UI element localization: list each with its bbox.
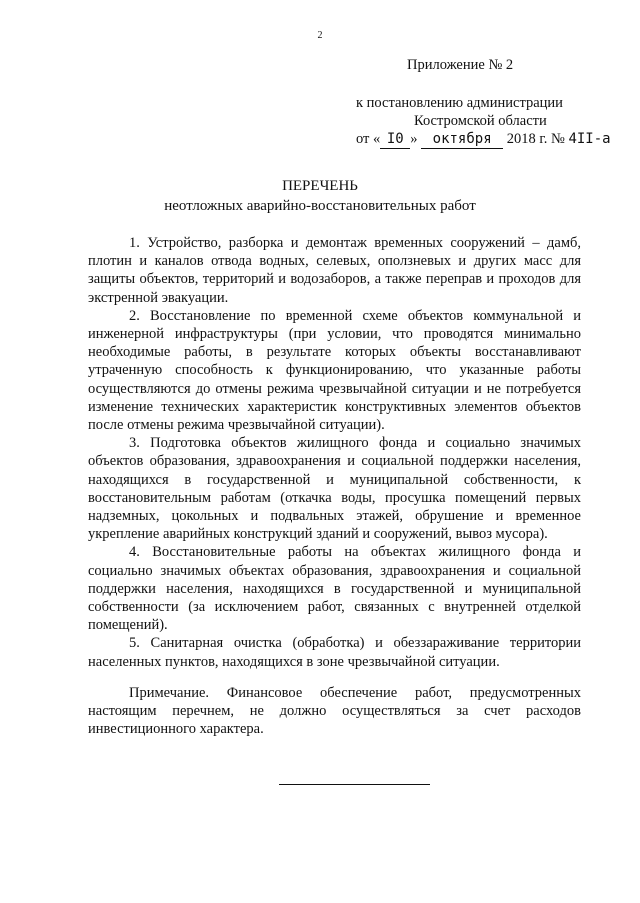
date-month: октября bbox=[421, 130, 503, 149]
appendix-block bbox=[300, 56, 611, 149]
heading-title: ПЕРЕЧЕНЬ bbox=[282, 178, 358, 194]
page-number: 2 bbox=[317, 30, 323, 41]
date-day: I0 bbox=[380, 130, 410, 149]
end-divider bbox=[279, 784, 430, 785]
note-block bbox=[88, 684, 581, 739]
list-item: 4. Восстановительные работы на объектах жилищного фонда и социально значимых объектах образования, здравоохранения и социальной поддержки населения, находящихся в государственной и муниципальной собственности (за исключением работ, связанных с внутренней отделкой помещений). bbox=[88, 544, 581, 634]
appendix-date-line bbox=[356, 130, 611, 149]
date-year: 2018 г. № bbox=[506, 131, 565, 147]
note-text: Примечание. Финансовое обеспечение работ, предусмотренных настоящим перечнем, не должно осуществляться за счет расходов инвестиционного характера. bbox=[88, 685, 581, 738]
appendix-line-1: к постановлению администрации bbox=[356, 95, 563, 111]
date-prefix: от « bbox=[356, 131, 381, 147]
list-item: 3. Подготовка объектов жилищного фонда и социально значимых объектов образования, здравоохранения и социальной поддержки населения, находящихся в государственной и муниципальной собственности, к восстановительным работам (откачка воды, просушка помещений первых надземных, цокольных и подвальных этажей, обрушение и временное укрепление аварийных конструкций зданий и сооружений, вывоз мусора). bbox=[88, 435, 581, 543]
date-close-quote: » bbox=[410, 131, 418, 147]
list-item: 5. Санитарная очистка (обработка) и обеззараживание территории населенных пунктов, находящихся в зоне чрезвычайной ситуации. bbox=[88, 635, 581, 670]
document-number: 4II-а bbox=[568, 131, 611, 147]
appendix-title: Приложение № 2 bbox=[407, 57, 514, 73]
works-list bbox=[88, 234, 581, 671]
document-heading bbox=[0, 176, 640, 216]
heading-subtitle: неотложных аварийно-восстановительных работ bbox=[164, 198, 476, 214]
list-item: 2. Восстановление по временной схеме объектов коммунальной и инженерной инфраструктуры (при условии, что проводятся минимально необходимые работы, в результате которых объекты восстанавливают утраченную способность к функционированию, что указанные работы осуществляются до отмены режима чрезвычайной ситуации и не потребуется изменение технических характеристик конструктивных элементов объектов после отмены режима чрезвычайной ситуации). bbox=[88, 307, 581, 434]
appendix-line-2: Костромской области bbox=[414, 113, 547, 129]
appendix-reference bbox=[300, 94, 611, 149]
list-item: 1. Устройство, разборка и демонтаж временных сооружений – дамб, плотин и каналов отвода водных, селевых, оползневых и других масс для защиты объектов, территорий и водозаборов, а также переправ и проходов для экстренной эвакуации. bbox=[88, 235, 581, 306]
